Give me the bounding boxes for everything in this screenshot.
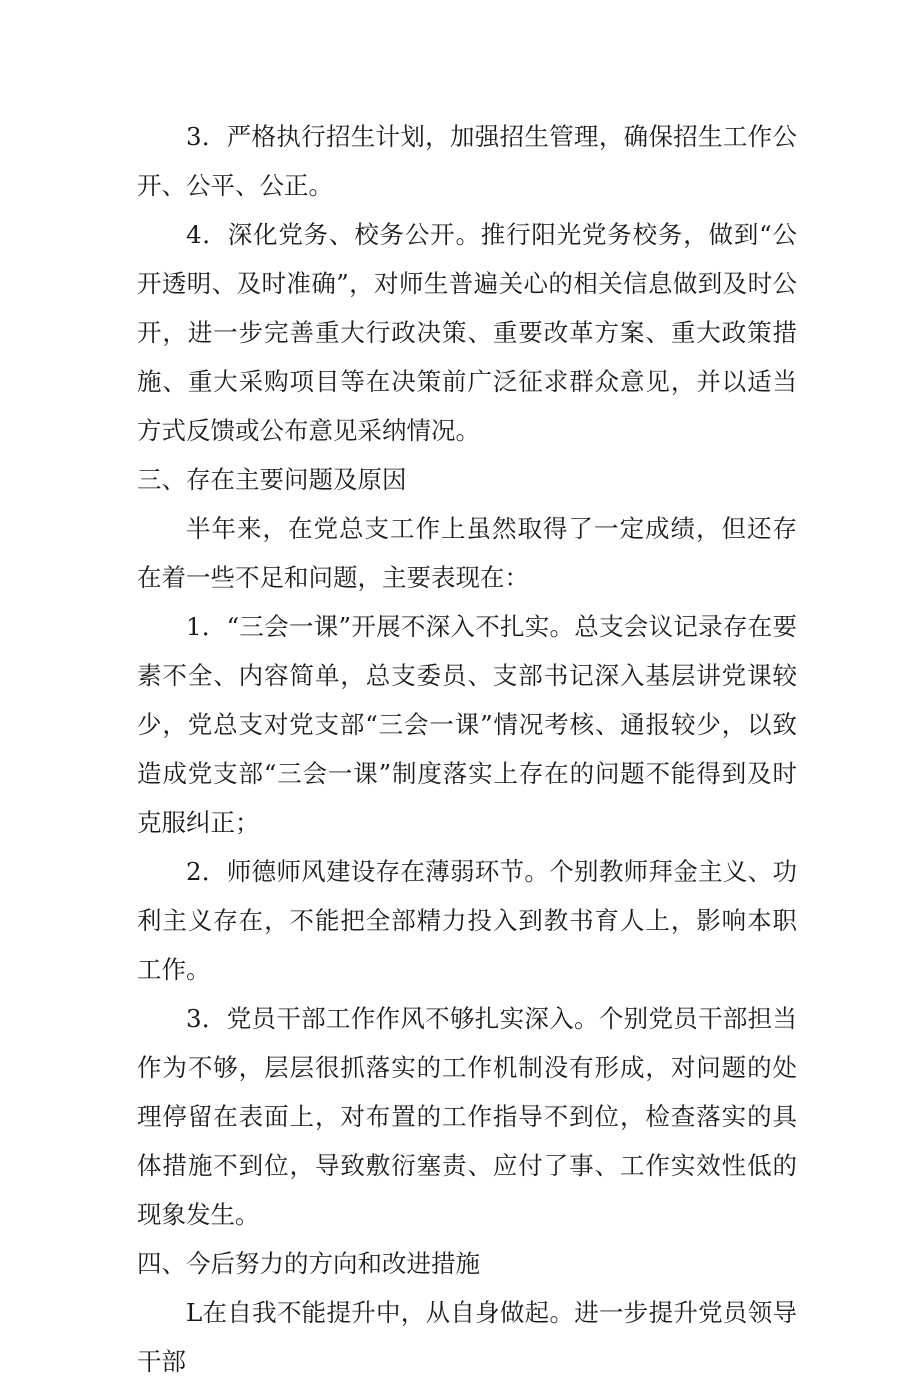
section-heading-improvements: 四、今后努力的方向和改进措施 [137, 1249, 480, 1278]
list-item-2-ethics: 2．师德师风建设存在薄弱环节。个别教师拜金主义、功利主义存在，不能把全部精力投入到教书育人上，影响本职工作。 [137, 857, 797, 984]
list-item-1-self-improvement: L在自我不能提升中，从自身做起。进一步提升党员领导干部 [137, 1298, 797, 1376]
list-item-3-work-style: 3．党员干部工作作风不够扎实深入。个别党员干部担当作为不够，层层很抓落实的工作机制没有形成，对问题的处理停留在表面上，对布置的工作指导不到位，检查落实的具体措施不到位，导致敷衍塞责、应付了事、工作实效性低的现象发生。 [137, 1004, 797, 1229]
list-item-4-transparency: 4．深化党务、校务公开。推行阳光党务校务，做到“公开透明、及时准确”，对师生普遍关心的相关信息做到及时公开，进一步完善重大行政决策、重要改革方案、重大政策措施、重大采购项目等在决策前广泛征求群众意见，并以适当方式反馈或公布意见采纳情况。 [137, 220, 797, 445]
section-heading-problems: 三、存在主要问题及原因 [137, 465, 407, 494]
paragraph-summary: 半年来，在党总支工作上虽然取得了一定成绩，但还存在着一些不足和问题，主要表现在： [137, 514, 797, 592]
list-item-3-enrollment: 3．严格执行招生计划，加强招生管理，确保招生工作公开、公平、公正。 [137, 122, 797, 200]
document-body [137, 112, 797, 1386]
list-item-1-meetings: 1．“三会一课”开展不深入不扎实。总支会议记录存在要素不全、内容简单，总支委员、支部书记深入基层讲党课较少，党总支对党支部“三会一课”情况考核、通报较少，以致造成党支部“三会一课”制度落实上存在的问题不能得到及时克服纠正； [137, 612, 797, 837]
